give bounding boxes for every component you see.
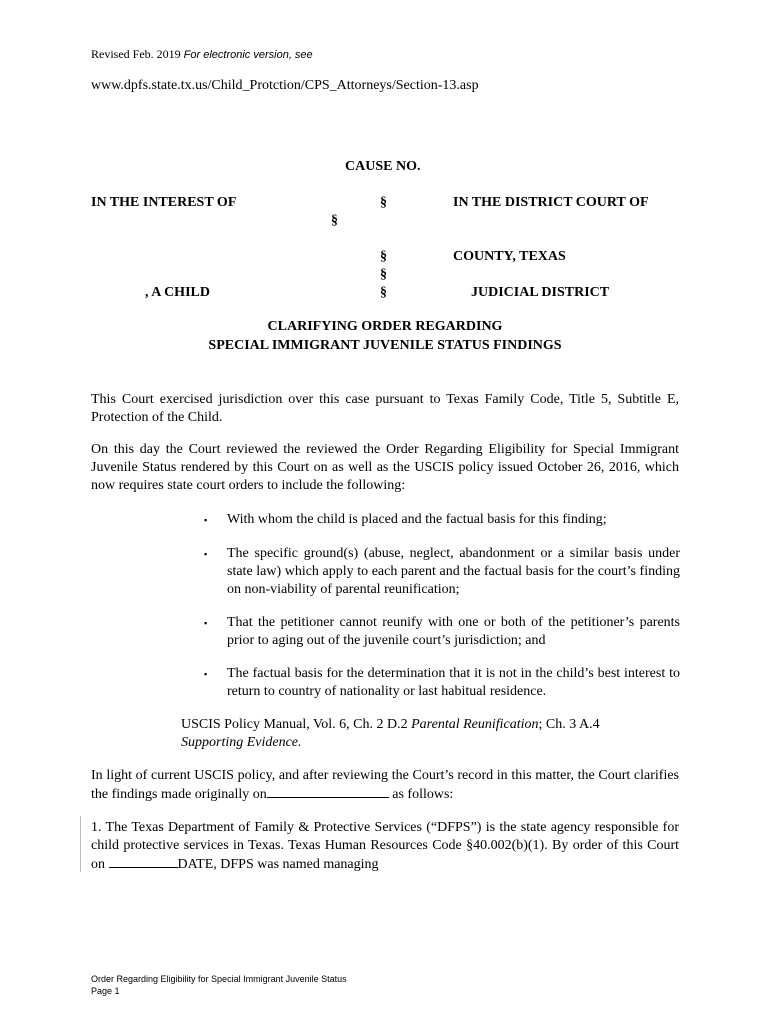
bullet-square-icon: ▪ <box>204 618 208 628</box>
district-court-label: IN THE DISTRICT COURT OF <box>453 195 649 210</box>
footer-title: Order Regarding Eligibility for Special Immigrant Juvenile Status <box>91 974 347 984</box>
dfps-statement: 1. The Texas Department of Family & Protective Services (“DFPS”) is the state agency responsible for child protective services in Texas. Texas Human Resources Code §40.002(b)(1). <box>91 820 679 853</box>
citation-parental-reunification: Parental Reunification <box>411 717 539 732</box>
requirement-list-item <box>204 665 680 701</box>
in-the-interest-of: IN THE INTEREST OF <box>91 195 237 210</box>
section-symbol-2: § <box>331 213 338 228</box>
section-symbol-1: § <box>380 195 387 210</box>
section-symbol-5: § <box>380 285 387 300</box>
review-paragraph: On this day the Court reviewed the reviewed the Order Regarding Eligibility for Special Immigrant Juvenile Status rendered by this Court on as well as the USCIS policy issued October 26, 2016, which now requires state court orders to include the following: <box>91 442 679 493</box>
order-date-blank <box>109 855 178 868</box>
order-date-suffix: DATE, DFPS was named managing <box>177 857 379 872</box>
source-url: www.dpfs.state.tx.us/Child_Protction/CPS_Attorneys/Section-13.asp <box>91 78 479 93</box>
order-date-prefix: By order of this Court on <box>91 838 680 872</box>
numbered-paragraph-1 <box>91 819 679 874</box>
footer-page-number: Page 1 <box>91 986 120 996</box>
clarify-text: In light of current USCIS policy, and after reviewing the Court’s record in this matter, the Court clarifies the findings made originally on <box>91 768 679 802</box>
requirement-text: That the petitioner cannot reunify with one or both of the petitioner’s parents prior to aging out of the juvenile court’s jurisdiction; and <box>227 615 680 648</box>
requirement-list-item <box>204 511 680 529</box>
bullet-square-icon: ▪ <box>204 669 208 679</box>
revised-date: Revised Feb. 2019 <box>91 47 181 61</box>
uscis-citation <box>181 716 680 752</box>
requirement-text: The factual basis for the determination that it is not in the child’s best interest to return to country of nationality or last habitual residence. <box>227 666 680 699</box>
requirement-text: The specific ground(s) (abuse, neglect, abandonment or a similar basis under state law) which apply to each parent and the factual basis for the court’s finding on non-viability of parental reunification; <box>227 546 680 597</box>
requirement-text: With whom the child is placed and the factual basis for this finding; <box>227 512 607 527</box>
bullet-square-icon: ▪ <box>204 549 208 559</box>
county-label: COUNTY, TEXAS <box>453 249 566 264</box>
judicial-district-label: JUDICIAL DISTRICT <box>471 285 610 300</box>
bullet-square-icon: ▪ <box>204 515 208 525</box>
citation-supporting-evidence: Supporting Evidence. <box>181 735 302 750</box>
document-title-line-1: CLARIFYING ORDER REGARDING <box>267 319 503 334</box>
cause-number: CAUSE NO. <box>345 159 421 174</box>
requirement-list-item <box>204 614 680 650</box>
document-title-line-2: SPECIAL IMMIGRANT JUVENILE STATUS FINDINGS <box>208 338 562 353</box>
date-blank-line <box>267 785 389 798</box>
child-label: , A CHILD <box>145 285 210 300</box>
citation-prefix: USCIS Policy Manual, Vol. 6, Ch. 2 D.2 <box>181 717 412 732</box>
clarify-paragraph <box>91 767 679 804</box>
citation-middle: ; Ch. 3 A.4 <box>538 717 600 732</box>
section-symbol-3: § <box>380 249 387 264</box>
clarify-text-end: as follows: <box>388 787 454 802</box>
requirement-list-item <box>204 545 680 599</box>
revision-note <box>91 47 313 62</box>
section-symbol-4: § <box>380 267 387 282</box>
change-bar <box>80 816 81 872</box>
electronic-version-note: For electronic version, see <box>183 49 313 61</box>
jurisdiction-paragraph: This Court exercised jurisdiction over this case pursuant to Texas Family Code, Title 5, Subtitle E, Protection of the Child. <box>91 392 679 425</box>
